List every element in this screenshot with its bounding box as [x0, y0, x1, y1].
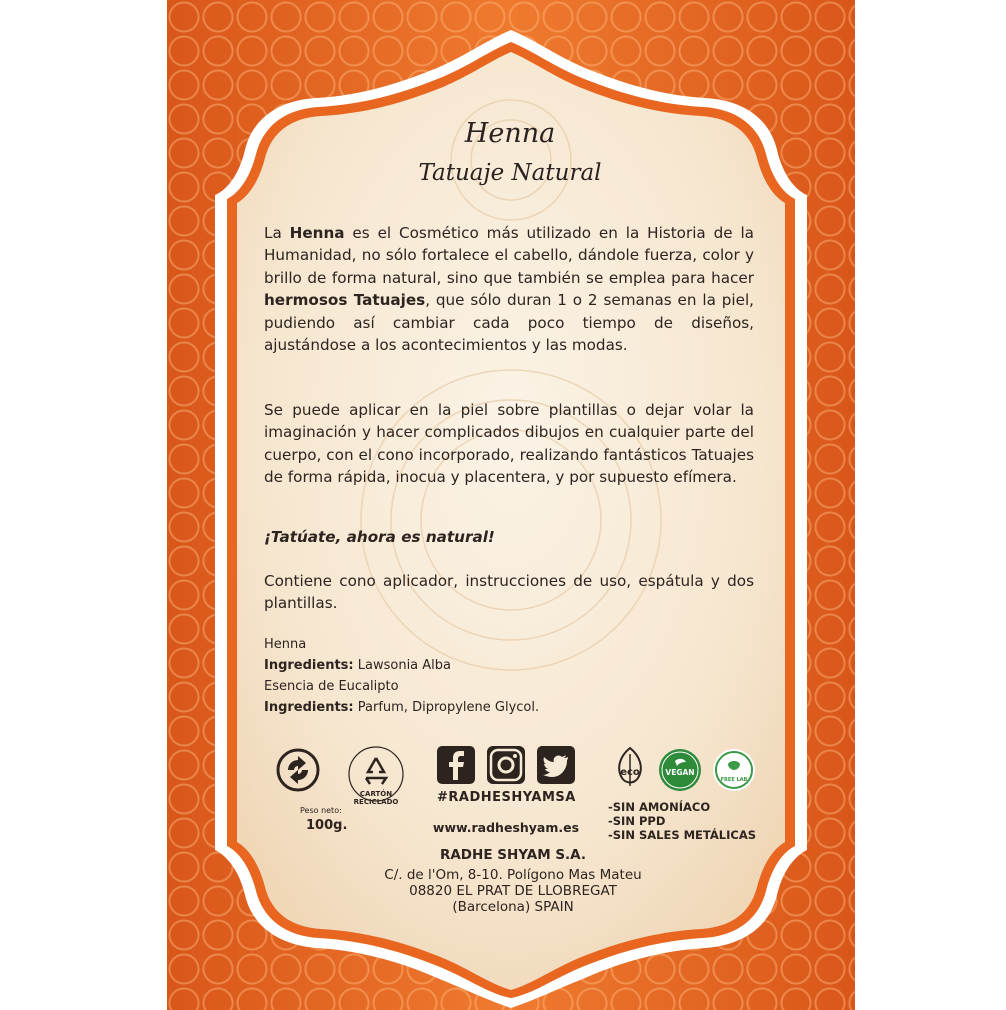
ingredient-line-1: Henna [264, 637, 307, 652]
green-dot-recycle-icon [276, 748, 320, 792]
facebook-icon [437, 746, 475, 784]
company-address-1: C/. de l'Om, 8-10. Polígono Mas Mateu [384, 867, 642, 883]
cruelty-free-label: FREE LAB [720, 777, 748, 783]
slogan: ¡Tatúate, ahora es natural! [264, 528, 495, 546]
eco-label: eco [620, 767, 640, 778]
ingredient-line-4: Ingredients: Parfum, Dipropylene Glycol. [264, 700, 540, 715]
description-paragraph-1: La Henna es el Cosmético más utilizado en la Historia de la Humanidad, no sólo fortalece el cabello, dándole fuerza, color y brillo de forma natural, sino que también se emplea para hacer hermosos Tatuajes, que sólo duran 1 o 2 semanas en la piel, pudiendo así cambiar cada poco tiempo de diseños, ajustándose a los acontecimientos y las modas. [264, 224, 754, 355]
product-subtitle: Tatuaje Natural [418, 160, 602, 186]
vegan-label: VEGAN [665, 768, 695, 777]
website: www.radheshyam.es [432, 820, 580, 835]
claim-item: -SIN PPD [608, 814, 666, 828]
description-paragraph-2: Se puede aplicar en la piel sobre plantillas o dejar volar la imaginación y hacer complicados dibujos en cualquier parte del cuerpo, con el cono incorporado, realizando fantásticos Tatuajes de forma rápida, inocua y placentera, y por supuesto efímera. [264, 401, 754, 487]
net-weight-label: Peso neto: [300, 806, 342, 815]
company-address-3: (Barcelona) SPAIN [452, 899, 574, 915]
claim-item: -SIN SALES METÁLICAS [608, 828, 756, 842]
cruelty-free-icon [712, 748, 756, 792]
ingredient-line-3: Esencia de Eucalipto [264, 679, 399, 694]
company-name: RADHE SHYAM S.A. [439, 847, 587, 863]
product-title: Henna [464, 118, 556, 149]
claims-list [608, 800, 756, 842]
company-address-2: 08820 EL PRAT DE LLOBREGAT [409, 883, 617, 899]
twitter-icon [537, 746, 575, 784]
claim-item: -SIN AMONÍACO [608, 800, 711, 814]
ingredient-line-2: Ingredients: Lawsonia Alba [264, 658, 451, 673]
recycled-label: CARTÓN RECICLADO [353, 790, 399, 806]
net-weight: 100g. [306, 818, 348, 833]
instagram-icon [487, 746, 525, 784]
hashtag: #RADHESHYAMSA [437, 790, 576, 805]
contents-paragraph: Contiene cono aplicador, instrucciones de uso, espátula y dos plantillas. [264, 572, 754, 613]
